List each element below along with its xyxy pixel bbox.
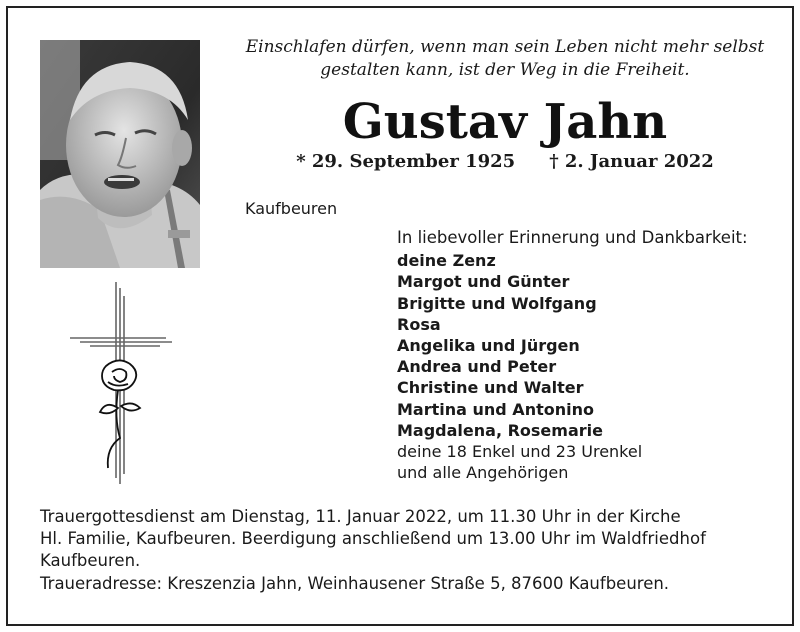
mourner-name: Brigitte und Wolfgang: [397, 293, 597, 313]
mourner-other: deine 18 Enkel und 23 Urenkel: [397, 442, 643, 462]
deceased-name: Gustav Jahn: [342, 94, 668, 150]
service-line: Kaufbeuren.: [40, 551, 141, 570]
hometown: Kaufbeuren: [245, 199, 338, 218]
mourner-name: Angelika und Jürgen: [397, 336, 580, 356]
quote-line: gestalten kann, ist der Weg in die Freiheit.: [320, 60, 690, 80]
mourner-name: Andrea und Peter: [397, 357, 557, 377]
life-dates: [245, 150, 765, 174]
mourners-intro: In liebevoller Erinnerung und Dankbarkeit:: [397, 228, 748, 247]
service-line: Hl. Familie, Kaufbeuren. Beerdigung anschließend um 13.00 Uhr im Waldfriedhof: [40, 529, 706, 548]
quote: [245, 36, 765, 82]
mourner-name: Christine und Walter: [397, 378, 584, 398]
mourner-name: Magdalena, Rosemarie: [397, 420, 603, 440]
quote-line: Einschlafen dürfen, wenn man sein Leben nicht mehr selbst: [245, 37, 765, 57]
service-line: Trauergottesdienst am Dienstag, 11. Januar 2022, um 11.30 Uhr in der Kirche: [40, 507, 681, 526]
birth-date: * 29. September 1925: [296, 151, 516, 172]
mourner-name: Martina und Antonino: [397, 399, 594, 419]
mourning-address: Traueradresse: Kreszenzia Jahn, Weinhausener Straße 5, 87600 Kaufbeuren.: [40, 574, 670, 593]
mourner-name: Rosa: [397, 314, 441, 334]
service-info: [40, 506, 780, 572]
mourners: [397, 227, 777, 483]
mourner-name: Margot und Günter: [397, 272, 570, 292]
mourner-name: deine Zenz: [397, 251, 496, 271]
portrait-photo: [40, 40, 200, 268]
death-date: † 2. Januar 2022: [549, 151, 714, 172]
cross-icon: [66, 278, 176, 488]
mourner-other: und alle Angehörigen: [397, 463, 569, 483]
